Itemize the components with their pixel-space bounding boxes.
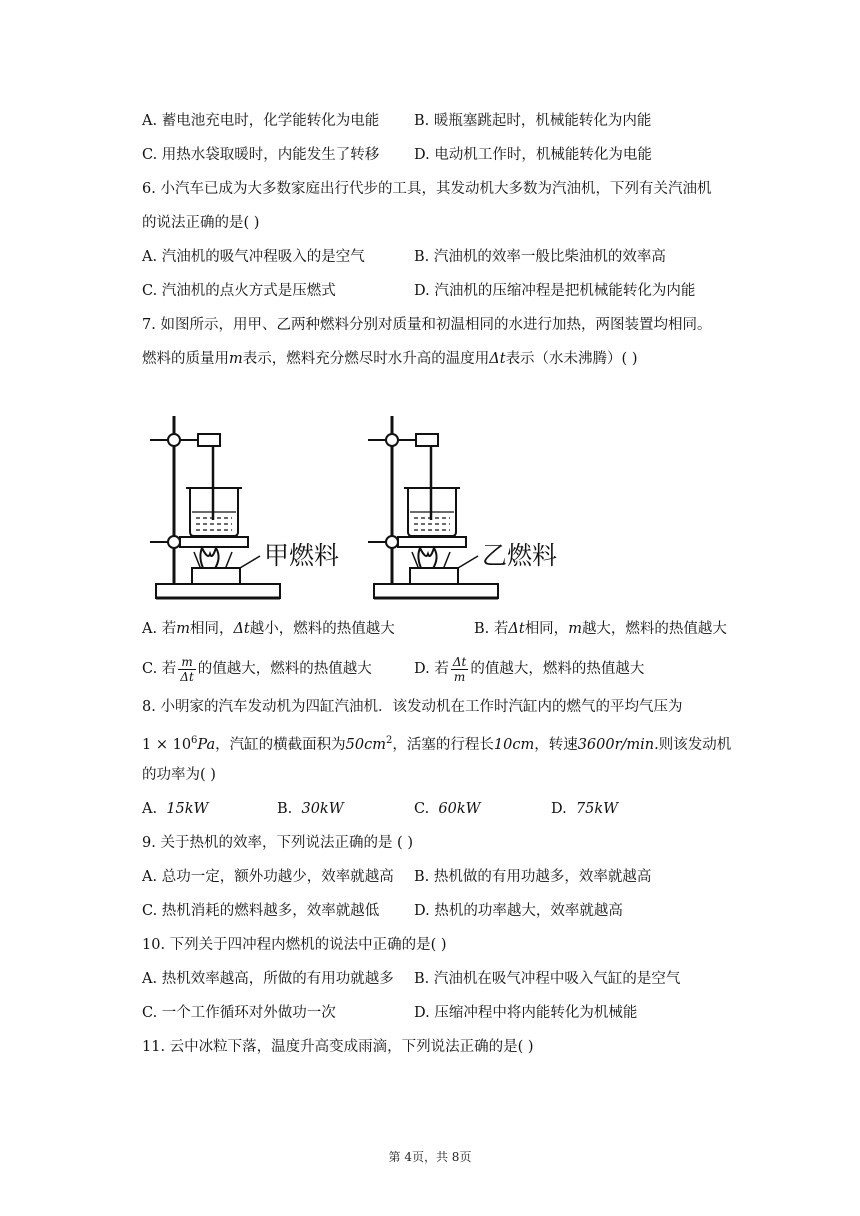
q9-option-d: D. 热机的功率越大，效率就越高 xyxy=(414,903,623,919)
q7-option-d: D. 若 $\frac{\Delta t}{m}$ 的值越大，燃料的热值越大 xyxy=(414,654,645,684)
q7-option-c: C. 若 $\frac{m}{\Delta t}$ 的值越大，燃料的热值越大 xyxy=(142,654,372,684)
q7-stem-line1: 7. 如图所示，用甲、乙两种燃料分别对质量和初温相同的水进行加热，两图装置均相同。 xyxy=(142,317,712,333)
q8-stem-line2: $1 \times 10^6Pa$，汽缸的横截面积为$50cm^2$，活塞的行程长10cm，转速3600r/min.则该发动机 xyxy=(142,735,732,753)
q5-option-b: B. 暖瓶塞跳起时，机械能转化为内能 xyxy=(414,113,652,129)
q8-option-b: B. 30kW xyxy=(277,801,344,817)
q9-option-a: A. 总功一定，额外功越少，效率就越高 xyxy=(142,869,394,885)
q5-option-a: A. 蓄电池充电时，化学能转化为电能 xyxy=(142,113,380,129)
q9-option-b: B. 热机做的有用功越多，效率就越高 xyxy=(414,869,652,885)
q10-option-d: D. 压缩冲程中将内能转化为机械能 xyxy=(414,1005,638,1021)
apparatus-right xyxy=(368,416,498,598)
q8-option-a: A. 15kW xyxy=(142,801,209,817)
q9-stem: 9. 关于热机的效率，下列说法正确的是 ( ) xyxy=(142,835,413,851)
flame-right xyxy=(418,548,436,570)
burner-left xyxy=(192,568,240,584)
fuel-label-right: 乙燃料 xyxy=(482,541,558,570)
page-footer: 第 4页，共 8页 xyxy=(388,1150,472,1164)
q11-stem: 11. 云中冰粒下落，温度升高变成雨滴，下列说法正确的是( ) xyxy=(142,1039,534,1055)
q8-stem-line3: 的功率为( ) xyxy=(142,767,216,783)
q5-option-d: D. 电动机工作时，机械能转化为电能 xyxy=(414,147,652,163)
q10-stem: 10. 下列关于四冲程内燃机的说法中正确的是( ) xyxy=(142,937,447,953)
q6-option-c: C. 汽油机的点火方式是压燃式 xyxy=(142,283,336,299)
q10-option-c: C. 一个工作循环对外做功一次 xyxy=(142,1005,336,1021)
q8-stem-line1: 8. 小明家的汽车发动机为四缸汽油机．该发动机在工作时汽缸内的燃气的平均气压为 xyxy=(142,699,683,715)
q6-option-b: B. 汽油机的效率一般比柴油机的效率高 xyxy=(414,249,666,265)
mass-symbol: m xyxy=(229,351,243,367)
q7-option-b: B. 若Δt相同，m越大，燃料的热值越大 xyxy=(474,621,727,637)
burner-right xyxy=(410,568,458,584)
fraction-m-over-dt: $\frac{m}{\Delta t}$ xyxy=(180,654,194,684)
q7-option-a: A. 若m相同，Δt越小，燃料的热值越大 xyxy=(142,621,395,637)
q10-option-b: B. 汽油机在吸气冲程中吸入气缸的是空气 xyxy=(414,971,681,987)
q6-stem-line2: 的说法正确的是( ) xyxy=(142,215,260,231)
q6-option-d: D. 汽油机的压缩冲程是把机械能转化为内能 xyxy=(414,283,696,299)
q6-option-a: A. 汽油机的吸气冲程吸入的是空气 xyxy=(142,249,365,265)
fraction-dt-over-m: $\frac{\Delta t}{m}$ xyxy=(452,654,467,684)
q5-option-c: C. 用热水袋取暖时，内能发生了转移 xyxy=(142,147,380,163)
experiment-figure xyxy=(142,408,572,606)
base-plate-right xyxy=(374,584,498,598)
q8-option-d: D. 75kW xyxy=(551,801,619,817)
q9-option-c: C. 热机消耗的燃料越多，效率就越低 xyxy=(142,903,380,919)
q10-option-a: A. 热机效率越高，所做的有用功就越多 xyxy=(142,971,394,987)
delta-t-symbol: Δt xyxy=(489,351,506,367)
apparatus-left xyxy=(150,416,280,598)
q8-option-c: C. 60kW xyxy=(414,801,481,817)
q6-stem-line1: 6. 小汽车已成为大多数家庭出行代步的工具，其发动机大多数为汽油机，下列有关汽油机 xyxy=(142,181,712,197)
q7-stem-line2: 燃料的质量用m表示，燃料充分燃尽时水升高的温度用Δt表示（水未沸腾）( ) xyxy=(142,351,638,367)
fuel-label-left: 甲燃料 xyxy=(264,541,340,570)
base-plate-left xyxy=(156,584,280,598)
flame-left xyxy=(200,548,218,570)
